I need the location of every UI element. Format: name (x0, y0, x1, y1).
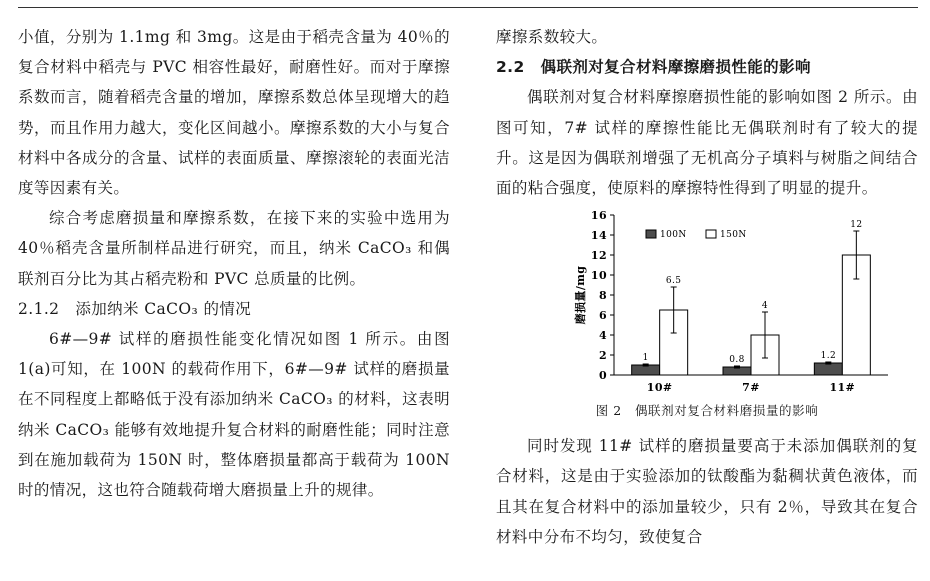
y-tick-label: 10 (590, 269, 607, 283)
legend-swatch-100n (646, 230, 656, 238)
data-label: 1 (642, 353, 649, 364)
data-label: 1.2 (820, 351, 837, 362)
y-tick-label: 4 (598, 329, 607, 343)
figure-2 (496, 207, 918, 431)
legend-swatch-150n (706, 230, 716, 238)
y-tick-label: 0 (598, 369, 607, 383)
y-tick-label: 6 (598, 309, 607, 323)
paragraph-nano-caco3: 6#—9# 试样的磨损性能变化情况如图 1 所示。由图 1(a)可知，在 100N 的载荷作用下，6#—9# 试样的磨损量在不同程度上都略低于没有添加纳米 CaCO₃ 的材料，这表明纳米 CaCO₃ 能够有效地提升复合材料的耐磨性能；同时注意到在施加载荷为 150N 时，整体磨损量都高于载荷为 100N 时的情况，这也符合随载荷增大磨损量上升的规律。 (18, 330, 450, 500)
y-axis-label: 磨损量/mg (574, 265, 587, 325)
subsection-heading-nano-caco3: 2.1.2 添加纳米 CaCO₃ 的情况 (18, 299, 252, 318)
bar-100n-11 (814, 363, 842, 375)
paragraph-coupling-agent: 偶联剂对复合材料摩擦磨损性能的影响如图 2 所示。由图可知，7# 试样的摩擦性能比无偶联剂时有了较大的提升。这是因为偶联剂增强了无机高分子填料与树脂之间结合面的粘合强度，使原料的摩擦特性得到了明显的提升。 (496, 88, 918, 198)
y-tick-label: 8 (598, 289, 607, 303)
legend-label-150n: 150N (720, 230, 747, 241)
paragraph-wear-summary: 小值，分别为 1.1mg 和 3mg。这是由于稻壳含量为 40％的复合材料中稻壳与 PVC 相容性最好，耐磨性好。而对于摩擦系数而言，随着稻壳含量的增加，摩擦系数总体呈现增大的趋势，而且作用力越大，变化区间越小。摩擦系数的大小与复合材料中各成分的含量、试样的表面质量、摩擦滚轮的表面光洁度等因素有关。 (18, 28, 450, 198)
left-column (18, 22, 450, 505)
y-tick-label: 2 (598, 349, 607, 363)
y-tick-label: 14 (590, 229, 607, 243)
data-label: 0.8 (729, 355, 745, 366)
x-tick-label: 7# (742, 381, 760, 395)
data-label: 12 (850, 220, 863, 231)
y-tick-label: 16 (590, 209, 607, 223)
wear-bar-chart (496, 207, 918, 403)
right-column (496, 22, 918, 552)
paragraph-continuation: 摩擦系数较大。 (496, 28, 608, 46)
paragraph-selection: 综合考虑磨损量和摩擦系数，在接下来的实验中选用为 40％稻壳含量所制样品进行研究，而且，纳米 CaCO₃ 和偶联剂百分比为其占稻壳粉和 PVC 总质量的比例。 (18, 209, 450, 288)
x-tick-label: 11# (829, 381, 856, 395)
x-tick-label: 10# (646, 381, 673, 395)
figure-caption: 图 2 偶联剂对复合材料磨损量的影响 (595, 403, 819, 419)
section-heading-coupling-agent: 2.2 偶联剂对复合材料摩擦磨损性能的影响 (496, 58, 811, 77)
y-tick-label: 12 (590, 249, 607, 263)
legend-label-100n: 100N (660, 230, 687, 241)
data-label: 4 (761, 301, 769, 312)
paragraph-sample-11: 同时发现 11# 试样的磨损量要高于未添加偶联剂的复合材料，这是由于实验添加的钛酸酯为黏稠状黄色液体，而且其在复合材料中的添加量较少，只有 2％，导致其在复合材料中分布不均匀，致使复合 (496, 437, 918, 546)
data-label: 6.5 (665, 276, 682, 287)
header-rule (18, 7, 918, 8)
